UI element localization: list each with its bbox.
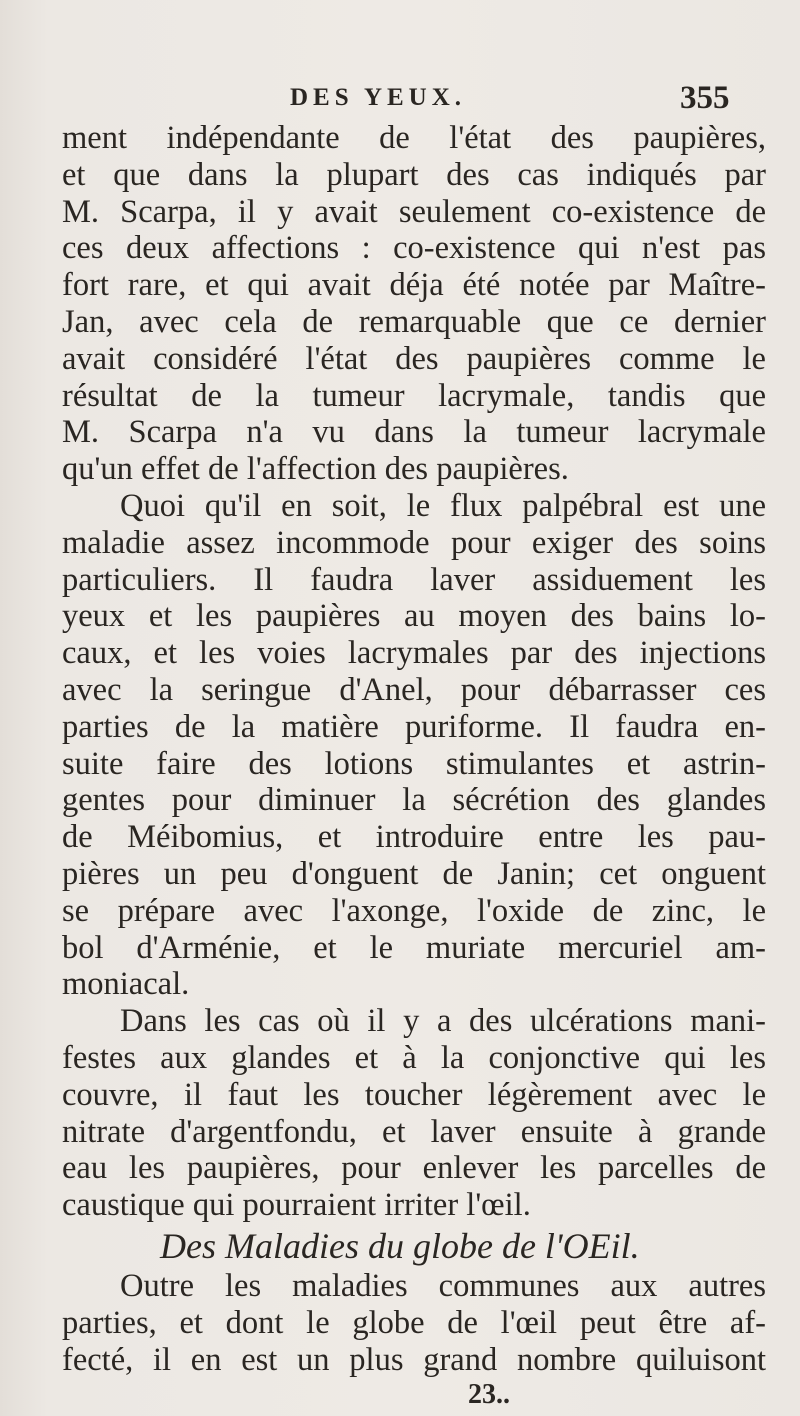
text-line: avait considéré l'état des paupières comme le bbox=[62, 340, 766, 377]
text-line: avec la seringue d'Anel, pour débarrasser ces bbox=[62, 671, 766, 708]
text-line: moniacal. bbox=[62, 966, 190, 1003]
text-line: pières un peu d'onguent de Janin; cet onguent bbox=[62, 855, 766, 892]
text-line: parties, et dont le globe de l'œil peut être af- bbox=[62, 1304, 766, 1341]
text-line: de Méibomius, et introduire entre les pau- bbox=[62, 819, 766, 856]
text-line: ces deux affections : co-existence qui n'est pas bbox=[62, 230, 766, 267]
text-line: Quoi qu'il en soit, le flux palpébral est une bbox=[120, 487, 766, 524]
text-line: et que dans la plupart des cas indiqués par bbox=[62, 156, 766, 193]
text-line: festes aux glandes et à la conjonctive qui les bbox=[62, 1039, 766, 1076]
text-line: nitrate d'argentfondu, et laver ensuite à grande bbox=[62, 1113, 766, 1150]
text-line: Dans les cas où il y a des ulcérations mani- bbox=[120, 1003, 766, 1040]
paragraph-2 bbox=[62, 488, 766, 1003]
page-number: 355 bbox=[680, 80, 730, 116]
text-line: Outre les maladies communes aux autres bbox=[120, 1267, 766, 1304]
text-line: bol d'Arménie, et le muriate mercuriel am- bbox=[62, 929, 766, 966]
text-line: résultat de la tumeur lacrymale, tandis que bbox=[62, 377, 766, 414]
text-line: Jan, avec cela de remarquable que ce dernier bbox=[62, 303, 766, 340]
text-line: fort rare, et qui avait déja été notée par Maître- bbox=[62, 267, 766, 304]
text-line: caustique qui pourraient irriter l'œil. bbox=[62, 1187, 531, 1224]
text-line: gentes pour diminuer la sécrétion des glandes bbox=[62, 782, 766, 819]
page-header bbox=[0, 80, 800, 120]
text-line: suite faire des lotions stimulantes et astrin- bbox=[62, 745, 766, 782]
section-heading: Des Maladies du globe de l'OEil. bbox=[160, 1225, 640, 1266]
paragraph-4 bbox=[62, 1268, 766, 1378]
text-line: caux, et les voies lacrymales par des injections bbox=[62, 635, 766, 672]
paragraph-3 bbox=[62, 1003, 766, 1224]
text-line: maladie assez incommode pour exiger des soins bbox=[62, 524, 766, 561]
text-line: M. Scarpa, il y avait seulement co-existence de bbox=[62, 193, 766, 230]
page-body bbox=[62, 120, 766, 1412]
paragraph-1 bbox=[62, 120, 766, 488]
text-line: ment indépendante de l'état des paupières, bbox=[62, 120, 766, 156]
text-line: fecté, il en est un plus grand nombre quiluisont bbox=[62, 1341, 766, 1378]
text-line: se prépare avec l'axonge, l'oxide de zinc, le bbox=[62, 892, 766, 929]
text-line: particuliers. Il faudra laver assiduement les bbox=[62, 561, 766, 598]
text-line: parties de la matière puriforme. Il faudra en- bbox=[62, 708, 766, 745]
signature-mark: 23.. bbox=[468, 1379, 510, 1411]
text-line: yeux et les paupières au moyen des bains lo- bbox=[62, 598, 766, 635]
text-line: couvre, il faut les toucher légèrement avec le bbox=[62, 1076, 766, 1113]
text-line: eau les paupières, pour enlever les parcelles de bbox=[62, 1150, 766, 1187]
text-line: M. Scarpa n'a vu dans la tumeur lacrymale bbox=[62, 414, 766, 451]
running-head: DES YEUX. bbox=[290, 84, 467, 111]
text-line: qu'un effet de l'affection des paupières. bbox=[62, 451, 569, 488]
